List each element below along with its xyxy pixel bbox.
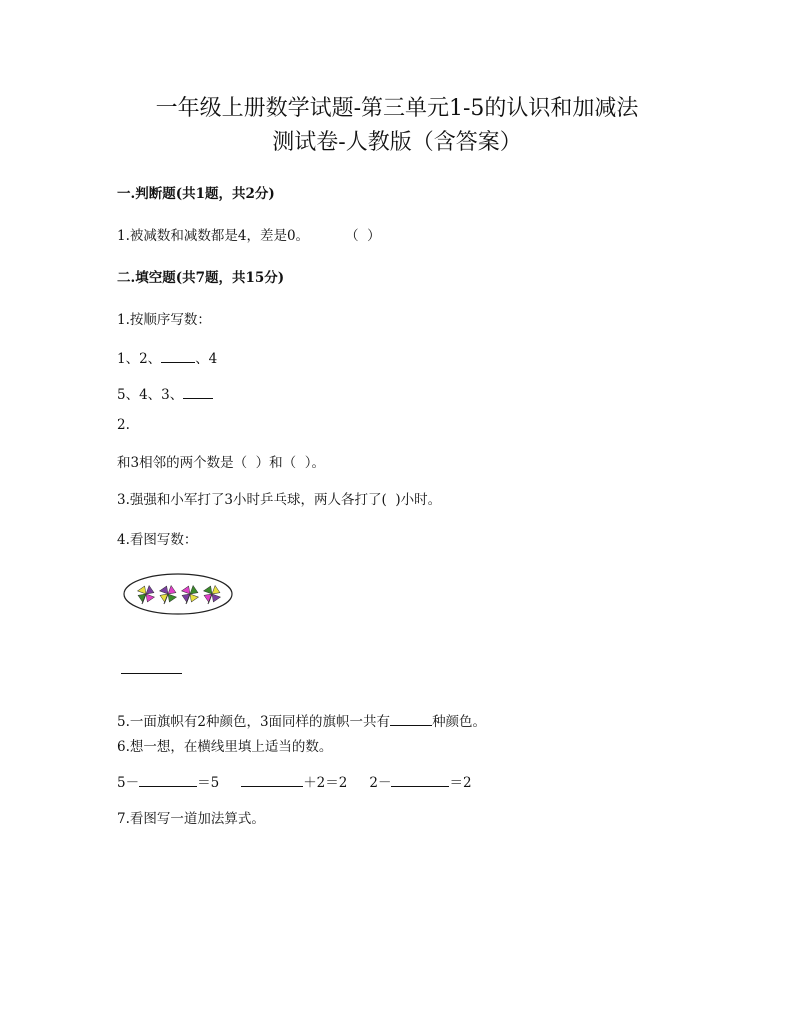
eq3-suffix: ＝2	[449, 775, 472, 791]
fill-question-7: 7.看图写一道加法算式。	[117, 811, 265, 827]
answer-blank[interactable]	[121, 673, 182, 674]
fill-question-4: 4.看图写数：	[117, 532, 198, 548]
row1-suffix: 、4	[195, 351, 218, 367]
judge-question-1	[117, 224, 381, 244]
fill-question-6: 6.想一想，在横线里填上适当的数。	[117, 739, 333, 755]
answer-blank[interactable]	[241, 774, 303, 787]
eq1-suffix: ＝5	[197, 775, 220, 791]
fill-question-2-number: 2.	[117, 417, 130, 433]
fill-question-3: 3.强强和小军打了3小时乒乓球，两人各打了( )小时。	[117, 492, 442, 508]
pinwheel-icon	[158, 584, 177, 604]
page-title-line2: 测试卷-人教版（含答案）	[272, 130, 522, 155]
fill-question-5	[117, 710, 486, 730]
judge-answer-paren: （ ）	[345, 228, 381, 244]
eq1-prefix: 5－	[117, 775, 140, 791]
eq2-suffix: ＋2＝2	[303, 775, 348, 791]
q5-prefix: 5.一面旗帜有2种颜色，3面同样的旗帜一共有	[117, 714, 391, 730]
row2-prefix: 5、4、3、	[117, 387, 184, 403]
answer-blank[interactable]	[139, 774, 197, 787]
answer-blank[interactable]	[161, 350, 195, 363]
pinwheel-figure	[122, 572, 234, 616]
row1-prefix: 1、2、	[117, 351, 162, 367]
answer-blank[interactable]	[391, 774, 449, 787]
page-title-line1: 一年级上册数学试题-第三单元1-5的认识和加减法	[155, 96, 639, 121]
fill-question-1-row1	[117, 347, 217, 367]
pinwheel-icon	[202, 584, 221, 604]
fill-question-1-prompt: 1.按顺序写数：	[117, 312, 211, 328]
section1-heading: 一.判断题(共1题，共2分)	[117, 186, 275, 202]
q5-suffix: 种颜色。	[432, 714, 487, 730]
fill-question-1-row2	[117, 383, 213, 403]
fill-question-6-equations	[117, 771, 472, 791]
judge-question-1-text: 1.被减数和减数都是4，差是0。	[117, 228, 310, 244]
section2-heading: 二.填空题(共7题，共15分)	[117, 270, 285, 286]
answer-blank[interactable]	[390, 713, 432, 726]
answer-blank[interactable]	[183, 386, 213, 399]
pinwheel-icon	[136, 584, 155, 604]
pinwheel-icon	[180, 584, 199, 604]
fill-question-2-text: 和3相邻的两个数是（ ）和（ ）。	[117, 455, 326, 471]
eq3-prefix: 2－	[369, 775, 392, 791]
figure-oval	[124, 574, 232, 614]
